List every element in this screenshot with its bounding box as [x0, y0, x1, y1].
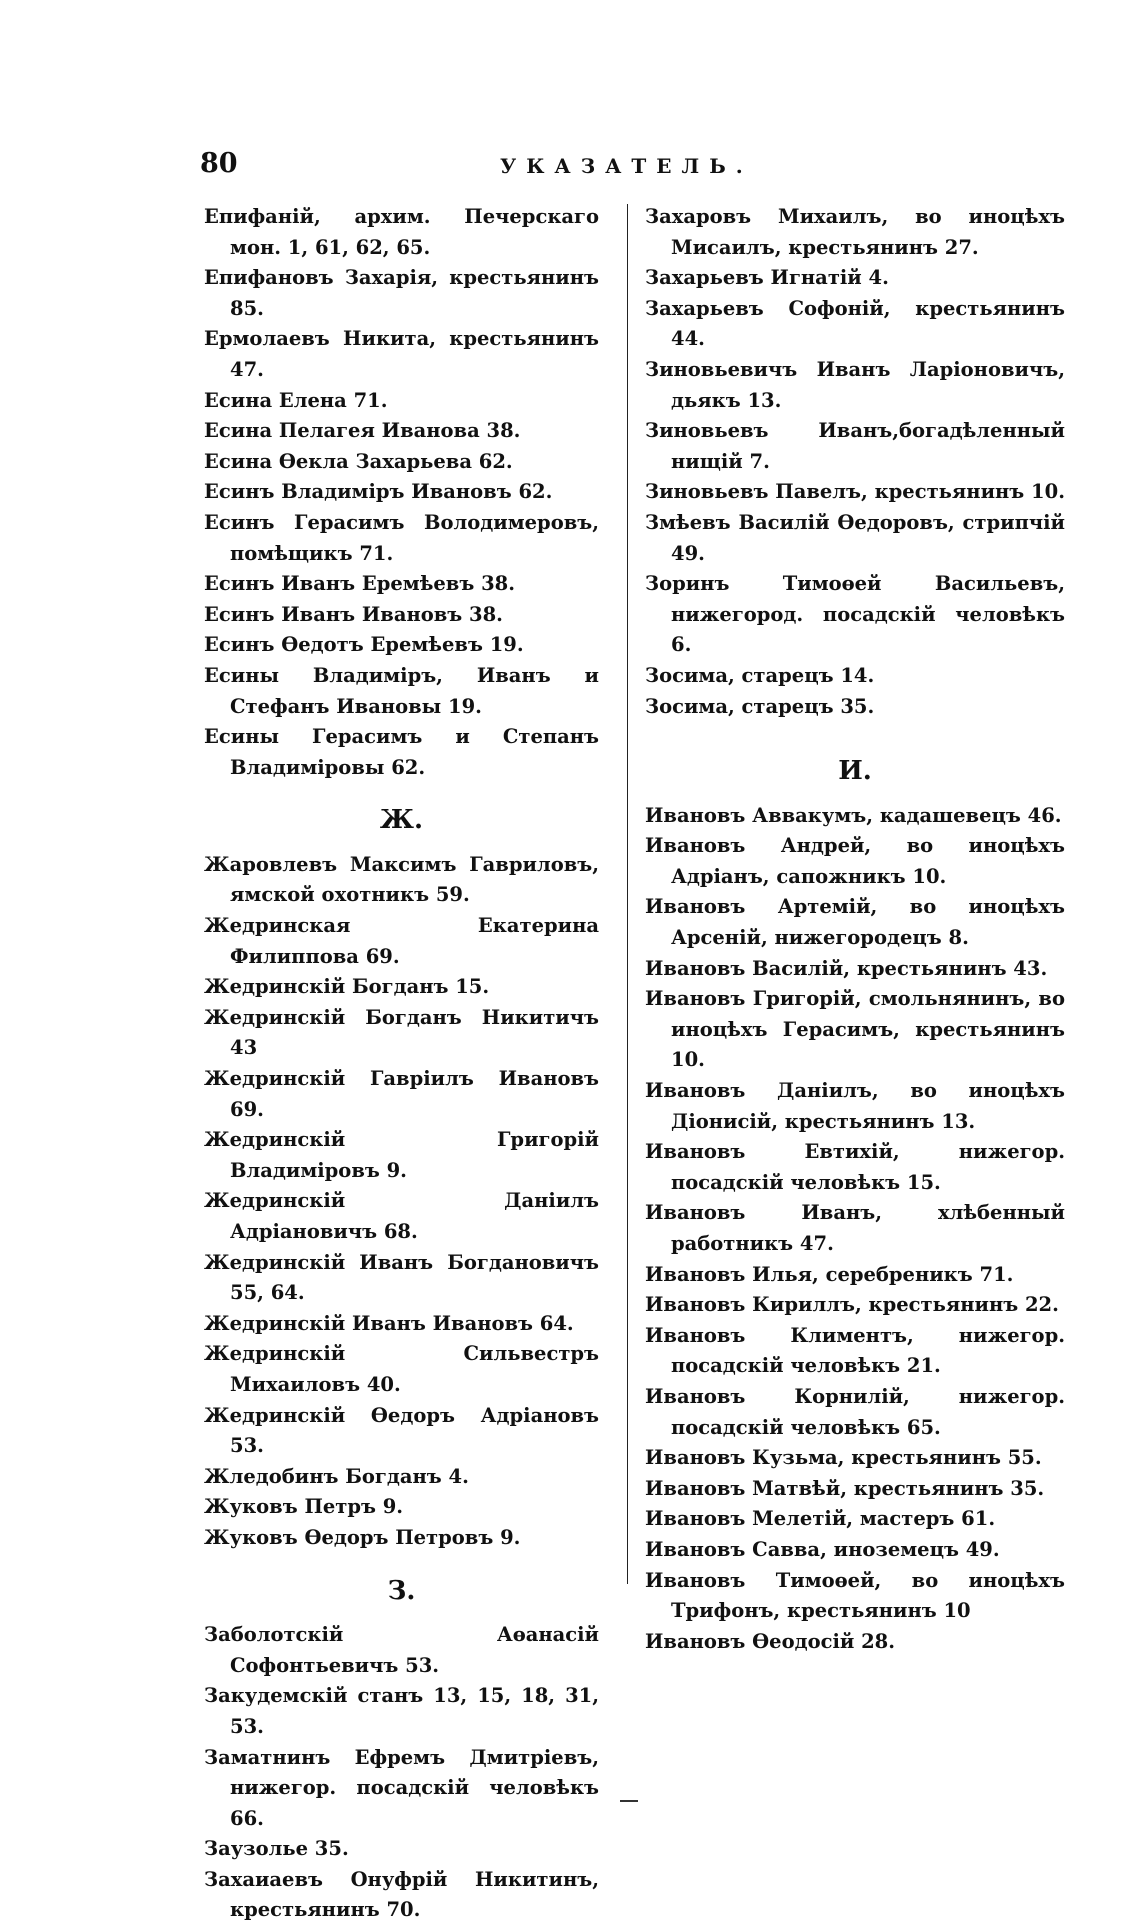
index-entry: Ивановъ Кузьма, крестьянинъ 55. — [645, 1446, 1042, 1470]
index-entry: Ивановъ Савва, иноземецъ 49. — [645, 1537, 1000, 1561]
index-entry: Зиновьевъ Иванъ,богадѣленный нищій 7. — [645, 419, 1065, 473]
index-entry: Ивановъ Матвѣй, крестьянинъ 35. — [645, 1476, 1045, 1500]
index-entry: Ивановъ Корнилій, нижегор. посадскій человѣкъ 65. — [645, 1384, 1065, 1439]
index-entry: Заболотскій Аөанасій Софонтьевичъ 53. — [204, 1623, 599, 1677]
index-entry: Зосима, старецъ 14. — [645, 663, 875, 687]
index-entry: Епифановъ Захарія, крестьянинъ 85. — [204, 266, 599, 320]
index-entry: Ивановъ Евтихій, нижегор. посадскій человѣкъ 15. — [645, 1140, 1065, 1194]
index-entry: Жедринскій Богданъ 15. — [204, 975, 490, 999]
index-entry: Есинъ Иванъ Еремѣевъ 38. — [204, 572, 516, 596]
index-entry: Есинъ Герасимъ Володимеровъ, помѣщикъ 71. — [204, 510, 599, 565]
index-entry: Есинъ Владиміръ Ивановъ 62. — [204, 480, 553, 504]
section-heading-z: З. — [387, 1575, 416, 1606]
index-entry: Жуковъ Петръ 9. — [204, 1495, 404, 1519]
index-entry: Ивановъ Даніилъ, во иноцѣхъ Діонисій, крестьянинъ 13. — [645, 1079, 1065, 1133]
entries-zh — [204, 850, 599, 1554]
index-entry: Есинъ Өедотъ Еремѣевъ 19. — [204, 633, 524, 657]
index-entry: Ивановъ Кириллъ, крестьянинъ 22. — [645, 1293, 1059, 1317]
index-entry: Ермолаевъ Никита, крестьянинъ 47. — [204, 327, 599, 381]
index-entry: Ивановъ Илья, серебреникъ 71. — [645, 1262, 1014, 1286]
index-entry: Захарьевъ Игнатій 4. — [645, 266, 889, 290]
index-entry: Жедринскій Богданъ Никитичъ 43 — [204, 1005, 599, 1060]
index-entry: Зиновьевъ Павелъ, крестьянинъ 10. — [645, 480, 1065, 504]
index-entry: Есина Елена 71. — [204, 388, 388, 412]
index-entry: Ивановъ Григорій, смольнянинъ, во иноцѣхъ Герасимъ, крестьянинъ 10. — [645, 987, 1065, 1072]
index-entry: Жаровлевъ Максимъ Гавриловъ, ямской охотникъ 59. — [204, 852, 599, 907]
index-entry: Епифаній, архим. Печерскаго мон. 1, 61, 62, 65. — [204, 205, 599, 259]
index-entry: Ивановъ Иванъ, хлѣбенный работникъ 47. — [645, 1201, 1065, 1255]
index-entry: Ивановъ Василій, крестьянинъ 43. — [645, 956, 1048, 980]
column-divider — [627, 204, 628, 1584]
index-entry: Ивановъ Мелетій, мастеръ 61. — [645, 1507, 996, 1531]
index-entry: Жедринскій Гавріилъ Ивановъ 69. — [204, 1067, 599, 1121]
index-entry: Зосима, старецъ 35. — [645, 694, 875, 718]
index-entry: Жедринскій Сильвестръ Михаиловъ 40. — [204, 1342, 599, 1396]
section-heading-i: И. — [838, 756, 872, 787]
left-column — [204, 202, 599, 1926]
index-entry: Жледобинъ Богданъ 4. — [204, 1464, 469, 1488]
index-entry: Жедринскій Иванъ Богдановичъ 55, 64. — [204, 1250, 599, 1305]
entries-z — [204, 1620, 599, 1926]
index-entry: Ивановъ Климентъ, нижегор. посадскій человѣкъ 21. — [645, 1323, 1065, 1378]
index-entry: Зоринъ Тимоөей Васильевъ, нижегород. посадскій человѣкъ 6. — [645, 572, 1065, 657]
index-entry: Ивановъ Андрей, во иноцѣхъ Адріанъ, сапожникъ 10. — [645, 834, 1065, 888]
index-entry: Есины Герасимъ и Степанъ Владиміровы 62. — [204, 725, 599, 779]
index-entry: Заузолье 35. — [204, 1837, 349, 1861]
index-entry: Жедринскій Даніилъ Адріановичъ 68. — [204, 1189, 599, 1243]
running-title: УКАЗАТЕЛЬ. — [500, 154, 753, 178]
index-entry: Есины Владиміръ, Иванъ и Стефанъ Ивановы 19. — [204, 663, 599, 718]
entries-z-continued — [645, 202, 1065, 722]
index-entry: Ивановъ Тимоөей, во иноцѣхъ Трифонъ, крестьянинъ 10 — [645, 1568, 1065, 1623]
index-entry: Ивановъ Өеодосій 28. — [645, 1629, 896, 1653]
index-entry: Жедринская Екатерина Филиппова 69. — [204, 914, 599, 968]
entries-e — [204, 202, 599, 783]
entries-i — [645, 801, 1065, 1658]
footer-mark — [620, 1800, 638, 1802]
page-number: 80 — [200, 148, 238, 179]
right-column — [645, 202, 1065, 1657]
index-entry: Захаиаевъ Онуфрій Никитинъ, крестьянинъ 70. — [204, 1867, 599, 1922]
index-entry: Жедринскій Григорій Владиміровъ 9. — [204, 1128, 599, 1182]
index-entry: Ивановъ Артемій, во иноцѣхъ Арсеній, нижегородецъ 8. — [645, 895, 1065, 950]
page-header — [200, 148, 920, 188]
index-entry: Жедринскій Өедоръ Адріановъ 53. — [204, 1403, 599, 1458]
index-entry: Жуковъ Өедоръ Петровъ 9. — [204, 1525, 521, 1549]
index-entry: Есина Өекла Захарьева 62. — [204, 449, 513, 473]
index-entry: Ивановъ Аввакумъ, кадашевецъ 46. — [645, 803, 1062, 827]
index-entry: Есинъ Иванъ Ивановъ 38. — [204, 602, 503, 626]
index-entry: Есина Пелагея Иванова 38. — [204, 419, 521, 443]
index-entry: Змѣевъ Василій Өедоровъ, стрипчій 49. — [645, 510, 1065, 565]
index-entry: Закудемскій станъ 13, 15, 18, 31, 53. — [204, 1684, 599, 1738]
section-heading-zh: Ж. — [379, 805, 424, 836]
index-entry: Заматнинъ Ефремъ Дмитріевъ, нижегор. посадскій человѣкъ 66. — [204, 1745, 599, 1830]
index-entry: Захаровъ Михаилъ, во иноцѣхъ Мисаилъ, крестьянинъ 27. — [645, 205, 1065, 259]
index-entry: Зиновьевичъ Иванъ Ларіоновичъ, дьякъ 13. — [645, 357, 1065, 412]
index-entry: Жедринскій Иванъ Ивановъ 64. — [204, 1311, 574, 1335]
index-entry: Захарьевъ Софоній, крестьянинъ 44. — [645, 296, 1065, 351]
